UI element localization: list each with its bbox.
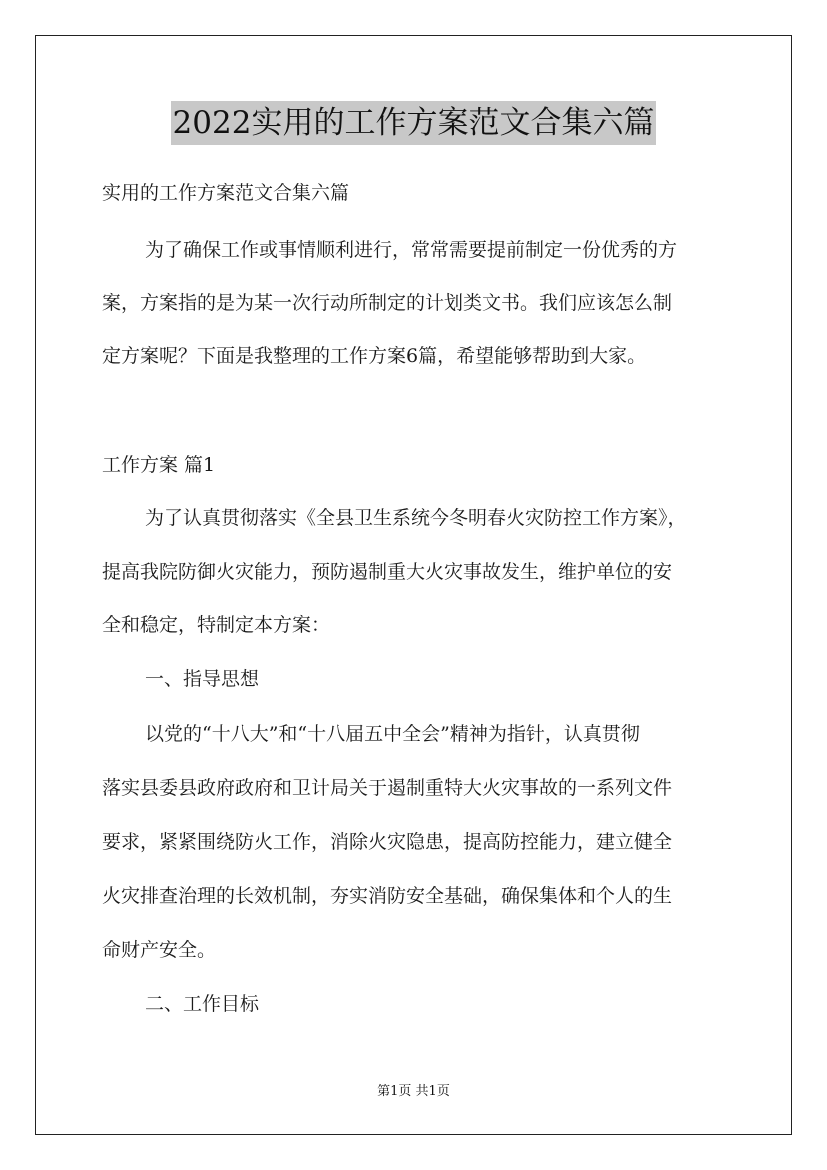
page-footer: 第1页 共1页 (377, 1084, 450, 1099)
subtitle-line: 实用的工作方案范文合集六篇 (102, 182, 350, 204)
document-title: 2022实用的工作方案范文合集六篇 (171, 101, 657, 145)
paragraph-line: 火灾排查治理的长效机制，夯实消防安全基础，确保集体和个人的生 (102, 885, 673, 907)
subheading-line: 二、工作目标 (145, 993, 260, 1015)
section-heading: 工作方案 篇1 (102, 454, 216, 476)
title-container (0, 101, 827, 145)
paragraph-line: 定方案呢？下面是我整理的工作方案6篇，希望能够帮助到大家。 (102, 345, 647, 367)
subheading-line: 一、指导思想 (145, 668, 260, 690)
paragraph-line: 案，方案指的是为某一次行动所制定的计划类文书。我们应该怎么制 (102, 292, 673, 314)
paragraph-line: 全和稳定，特制定本方案： (102, 614, 331, 636)
paragraph-line: 命财产安全。 (102, 939, 217, 961)
paragraph-line: 以党的“十八大”和“十八届五中全会”精神为指针，认真贯彻 (145, 723, 640, 745)
paragraph-line: 要求，紧紧围绕防火工作，消除火灾隐患，提高防控能力，建立健全 (102, 831, 673, 853)
paragraph-line: 落实县委县政府政府和卫计局关于遏制重特大火灾事故的一系列文件 (102, 777, 673, 799)
paragraph-line: 为了确保工作或事情顺利进行，常常需要提前制定一份优秀的方 (145, 239, 678, 261)
paragraph-line: 提高我院防御火灾能力，预防遏制重大火灾事故发生，维护单位的安 (102, 561, 673, 583)
paragraph-line: 为了认真贯彻落实《全县卫生系统今冬明春火灾防控工作方案》， (145, 507, 687, 529)
